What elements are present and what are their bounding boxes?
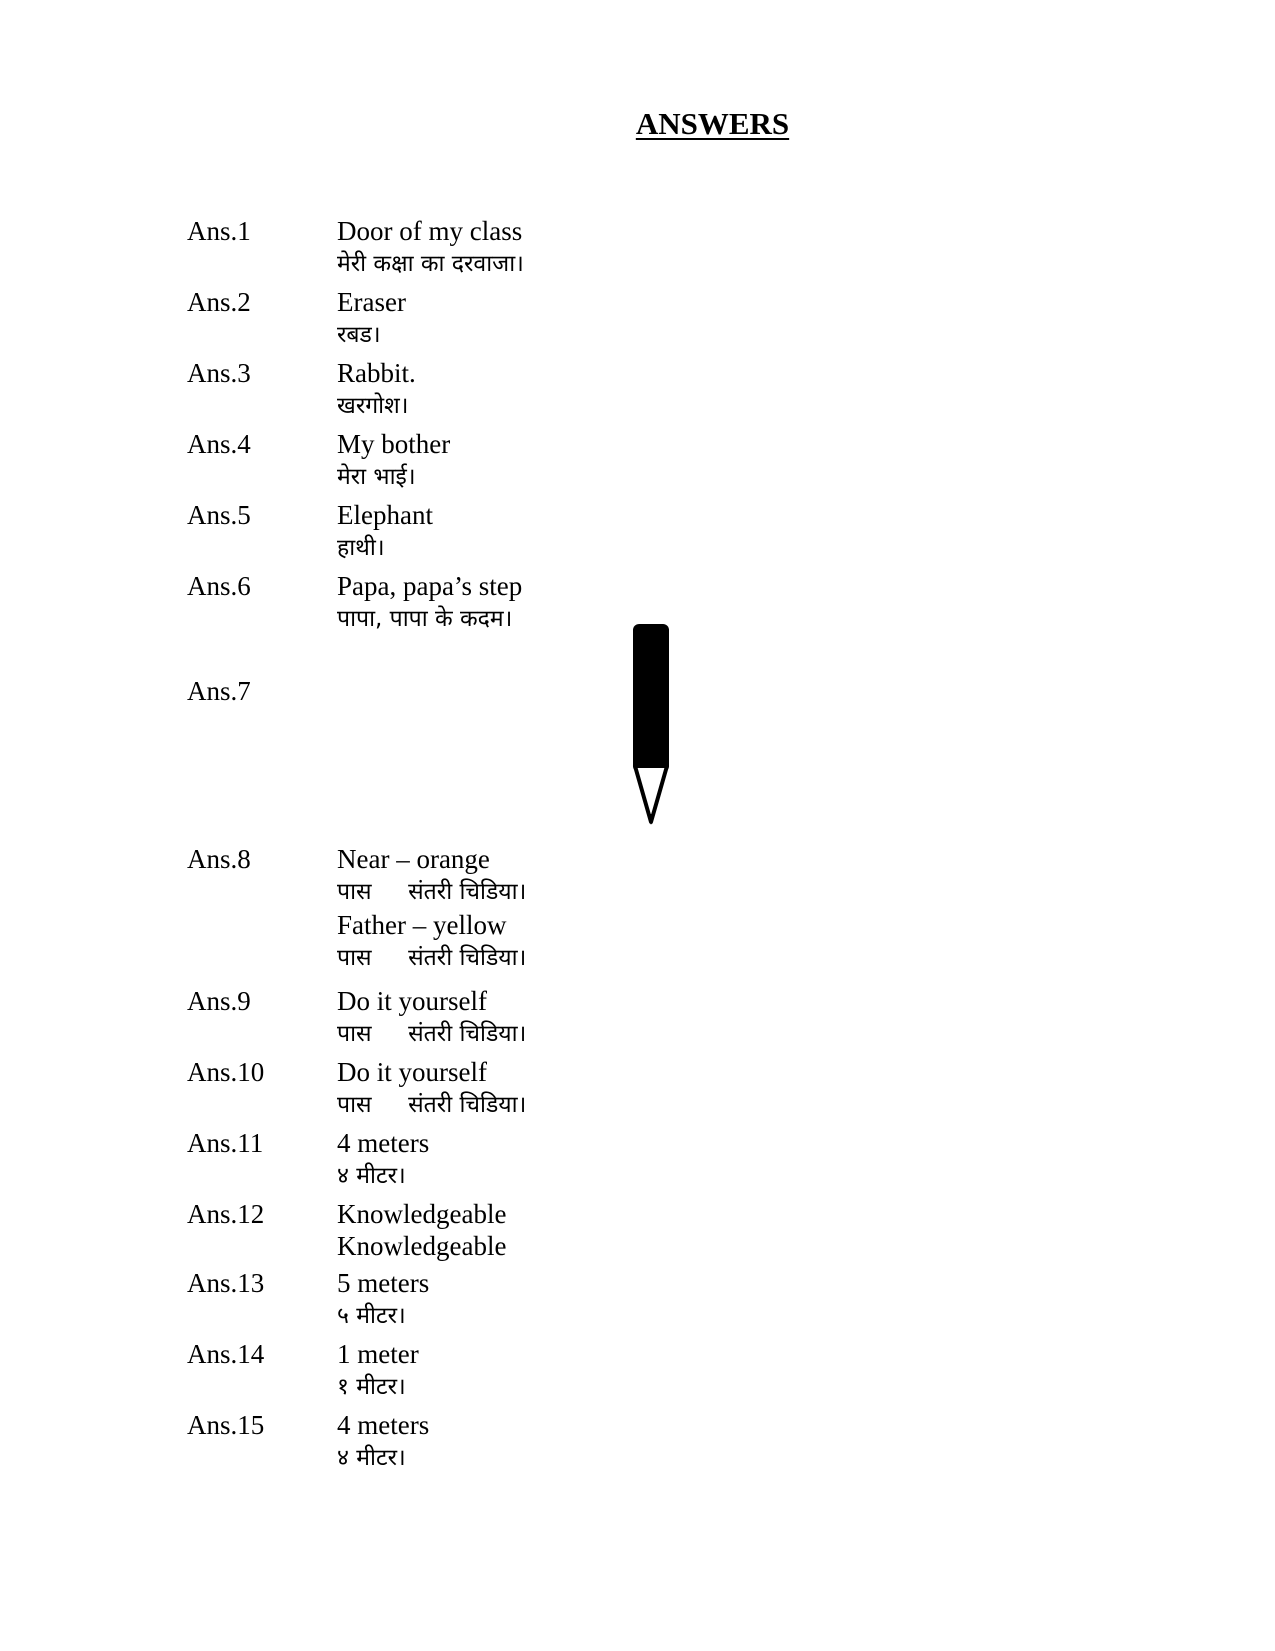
answer-hindi: हाथी।	[337, 535, 385, 561]
answer-hindi: ४ मीटर।	[337, 1445, 406, 1471]
answer-label: Ans.1	[187, 216, 251, 246]
answer-label: Ans.10	[187, 1057, 265, 1087]
answer-label: Ans.7	[187, 676, 251, 706]
answer-hindi: मेरी कक्षा का दरवाजा।	[337, 251, 524, 277]
answer-hindi: पास संतरी चिडिया।	[337, 1021, 527, 1047]
answer-hindi: ४ मीटर।	[337, 1163, 406, 1189]
answer-hindi: पास संतरी चिडिया।	[337, 879, 527, 905]
answer-hindi: पास संतरी चिडिया।	[337, 1092, 527, 1118]
answer-english: 4 meters	[337, 1128, 430, 1158]
answer-english: Knowledgeable	[337, 1199, 507, 1229]
answer-hindi: १ मीटर।	[337, 1374, 406, 1400]
answer-english: 4 meters	[337, 1410, 430, 1440]
answer-hindi: ५ मीटर।	[337, 1303, 406, 1329]
answer-english: Near – orange	[337, 844, 490, 874]
answer-label: Ans.4	[187, 429, 251, 459]
answer-english: My bother	[337, 429, 451, 459]
answer-english: Papa, papa’s step	[337, 571, 523, 601]
answer-hindi: खरगोश।	[337, 393, 409, 419]
answer-label: Ans.5	[187, 500, 251, 530]
answer-label: Ans.9	[187, 986, 251, 1016]
answer-label: Ans.15	[187, 1410, 265, 1440]
answer-label: Ans.2	[187, 287, 251, 317]
answer-english: Father – yellow	[337, 910, 507, 940]
answer-english: Do it yourself	[337, 986, 487, 1016]
answer-english: Do it yourself	[337, 1057, 487, 1087]
answer-label: Ans.14	[187, 1339, 265, 1369]
answer-label: Ans.11	[187, 1128, 264, 1158]
answer-label: Ans.8	[187, 844, 251, 874]
answer-english: Rabbit.	[337, 358, 416, 388]
answer-english: Knowledgeable	[337, 1231, 507, 1261]
answer-hindi: पापा, पापा के कदम।	[337, 606, 513, 632]
answer-english: 1 meter	[337, 1339, 419, 1369]
answer-english: Door of my class	[337, 216, 523, 246]
answer-english: Elephant	[337, 500, 433, 530]
answer-english: 5 meters	[337, 1268, 430, 1298]
answer-label: Ans.6	[187, 571, 251, 601]
answer-label: Ans.3	[187, 358, 251, 388]
answer-label: Ans.13	[187, 1268, 265, 1298]
answer-english: Eraser	[337, 287, 406, 317]
answer-hindi: रबड।	[337, 322, 381, 348]
answer-label: Ans.12	[187, 1199, 265, 1229]
pencil-icon	[630, 622, 680, 832]
answer-hindi: पास संतरी चिडिया।	[337, 945, 527, 971]
answer-hindi: मेरा भाई।	[337, 464, 416, 490]
page-title: ANSWERS	[635, 106, 790, 141]
